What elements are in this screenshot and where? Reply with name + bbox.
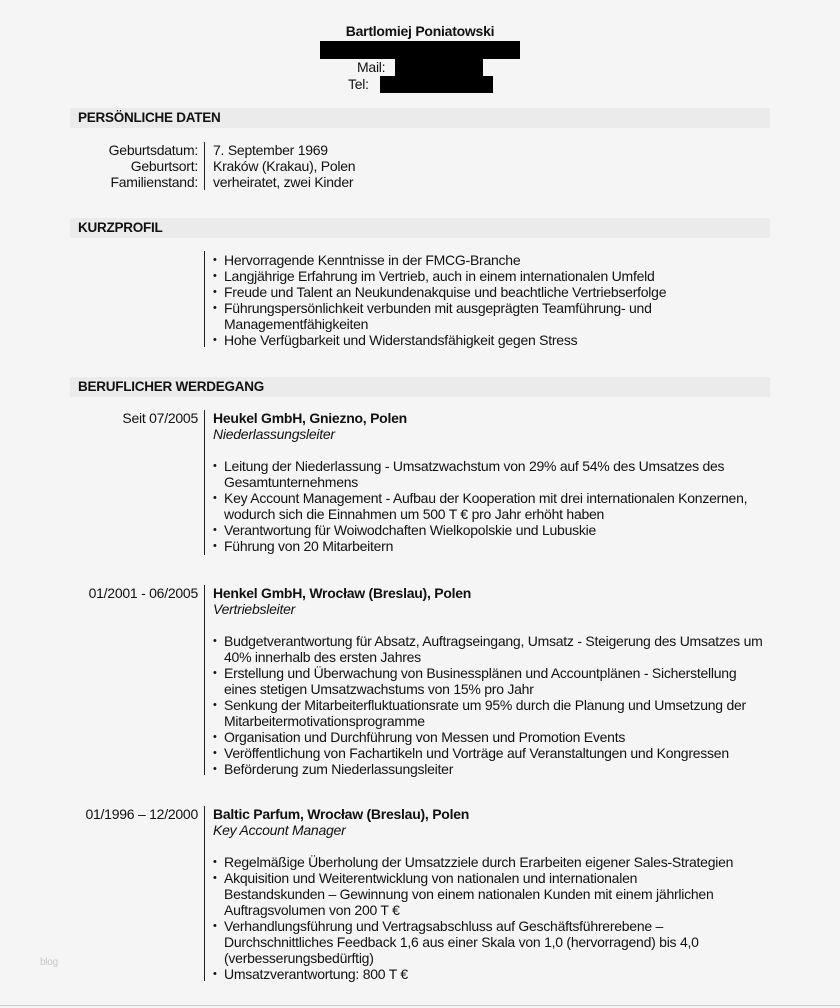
list-item: • Führung von 20 Mitarbeitern <box>213 538 763 554</box>
job-company: Henkel GmbH, Wrocław (Breslau), Polen <box>213 585 472 601</box>
divider-line <box>204 806 205 981</box>
list-item: • Hohe Verfügbarkeit und Widerstandsfähigkeit gegen Stress <box>213 332 773 348</box>
list-item: • Hervorragende Kenntnisse in der FMCG-Branche <box>213 252 773 268</box>
list-item: • Leitung der Niederlassung - Umsatzwachstum von 29% auf 54% des Umsatzes des Gesamtunternehmens <box>213 458 763 490</box>
list-item: • Senkung der Mitarbeiterfluktuationsrate um 95% durch die Planung und Umsetzung der Mitarbeitermotivationsprogramme <box>213 697 763 729</box>
job-period: 01/1996 – 12/2000 <box>85 806 198 822</box>
watermark: blog <box>40 957 58 968</box>
job-role: Vertriebsleiter <box>213 601 296 617</box>
divider-line <box>204 251 205 347</box>
page-edge <box>0 1005 840 1006</box>
list-item: • Freude und Talent an Neukundenakquise und beachtliche Vertriebserfolge <box>213 284 773 300</box>
job-company: Heukel GmbH, Gniezno, Polen <box>213 410 407 426</box>
job-period: Seit 07/2005 <box>122 410 198 426</box>
redacted-address <box>320 41 520 59</box>
mail-label: Mail: <box>357 59 386 75</box>
birthdate-value: 7. September 1969 <box>213 142 328 158</box>
job-entry <box>213 410 773 554</box>
redacted-tel <box>380 76 493 93</box>
birthplace-label: Geburtsort: <box>130 158 198 174</box>
tel-label: Tel: <box>348 76 369 92</box>
list-item: • Beförderung zum Niederlassungsleiter <box>213 761 763 777</box>
divider-line <box>204 142 205 190</box>
birthplace-value: Kraków (Krakau), Polen <box>213 158 356 174</box>
list-item: • Organisation und Durchführung von Messen und Promotion Events <box>213 729 763 745</box>
list-item: • Langjährige Erfahrung im Vertrieb, auch in einem internationalen Umfeld <box>213 268 773 284</box>
job-role: Key Account Manager <box>213 822 346 838</box>
divider-line <box>204 585 205 775</box>
job-entry <box>213 585 773 777</box>
list-item: • Akquisition und Weiterentwicklung von nationalen und internationalen Bestandskunden – Gewinnung von einem nationalen Kunden mit einem jährlichen Auftragsvolumen von 200 T € <box>213 870 729 918</box>
list-item: • Erstellung und Überwachung von Businessplänen und Accountplänen - Sicherstellung eines stetigen Umsatzwachstums von 15% pro Jahr <box>213 665 763 697</box>
job-period: 01/2001 - 06/2005 <box>88 585 198 601</box>
list-item: • Key Account Management - Aufbau der Kooperation mit drei internationalen Konzernen, wodurch sich die Einnahmen um 500 T € pro Jahr erhöht haben <box>213 490 763 522</box>
section-personal-data: PERSÖNLICHE DATEN <box>70 108 770 128</box>
marital-status-label: Familienstand: <box>110 174 198 190</box>
candidate-name: Bartlomiej Poniatowski <box>345 23 495 39</box>
job-entry <box>213 806 773 982</box>
list-item: • Regelmäßige Überholung der Umsatzziele durch Erarbeiten eigener Sales-Strategien <box>213 854 763 870</box>
divider-line <box>204 410 205 555</box>
section-career: BERUFLICHER WERDEGANG <box>70 377 770 397</box>
profile-list <box>213 252 773 348</box>
list-item: • Verhandlungsführung und Vertragsabschluss auf Geschäftsführerebene – Durchschnittliches Feedback 1,6 aus einer Skala von 1,0 (hervorragend) bis 4,0 (verbesserungsbedürftig) <box>213 918 763 966</box>
list-item: • Verantwortung für Woiwodchaften Wielkopolskie und Lubuskie <box>213 522 763 538</box>
list-item: • Veröffentlichung von Fachartikeln und Vorträge auf Veranstaltungen und Kongressen <box>213 745 763 761</box>
list-item: • Führungspersönlichkeit verbunden mit ausgeprägten Teamführung- und Managementfähigkeiten <box>213 300 674 332</box>
redacted-mail <box>395 59 483 76</box>
birthdate-label: Geburtsdatum: <box>108 142 198 158</box>
job-company: Baltic Parfum, Wrocław (Breslau), Polen <box>213 806 470 822</box>
list-item: • Budgetverantwortung für Absatz, Auftragseingang, Umsatz - Steigerung des Umsatzes um 40% innerhalb des ersten Jahres <box>213 633 763 665</box>
job-role: Niederlassungsleiter <box>213 426 335 442</box>
section-profile: KURZPROFIL <box>70 218 770 238</box>
list-item: • Umsatzverantwortung: 800 T € <box>213 966 763 982</box>
marital-status-value: verheiratet, zwei Kinder <box>213 174 354 190</box>
